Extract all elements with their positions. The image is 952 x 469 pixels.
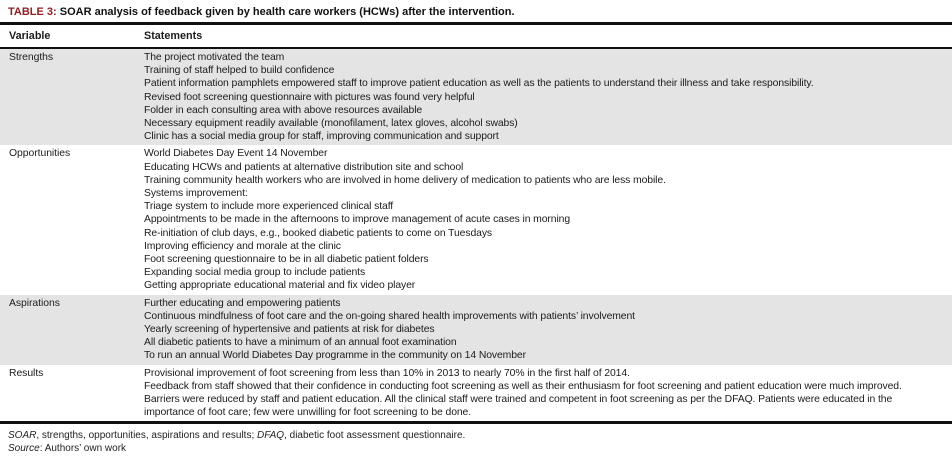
statement-line: Improving efficiency and morale at the clinic <box>144 240 341 252</box>
statement-line: Foot screening questionnaire to be in all diabetic patient folders <box>144 254 429 266</box>
soar-abbrev: SOAR <box>8 430 37 442</box>
statement-line: Training community health workers who are involved in home delivery of medication to patients who are less mobile. <box>144 174 666 186</box>
statement-line: All diabetic patients to have a minimum of an annual foot examination <box>144 337 457 349</box>
header-cell-statements: Statements <box>144 30 203 42</box>
statement-line: Patient information pamphlets empowered staff to improve patient education as well as the patients to understand their illness and take responsibility. <box>144 78 814 90</box>
statement-line: Provisional improvement of foot screening from less than 10% in 2013 to nearly 70% in the first half of 2014. <box>144 367 630 379</box>
variable-cell: Results <box>9 367 44 379</box>
source-label: Source <box>8 443 40 455</box>
variable-cell: Opportunities <box>9 148 71 160</box>
statement-line: Educating HCWs and patients at alternative distribution site and school <box>144 161 464 173</box>
statement-line: Training of staff helped to build confidence <box>144 65 335 77</box>
abbreviations-note <box>8 429 944 442</box>
statement-line: Yearly screening of hypertensive and patients at risk for diabetes <box>144 324 435 336</box>
statement-line: Feedback from staff showed that their confidence in conducting foot screening as well as their enthusiasm for foot screening and patient education were much improved. <box>144 380 902 392</box>
table-caption <box>0 0 952 22</box>
table-row-strengths <box>0 49 952 145</box>
dfaq-expansion: , diabetic foot assessment questionnaire. <box>284 430 466 442</box>
statement-line: Continuous mindfulness of foot care and the on-going shared health improvements with patients’ involvement <box>144 310 635 322</box>
statement-line: World Diabetes Day Event 14 November <box>144 148 328 160</box>
statement-line: Folder in each consulting area with above resources available <box>144 104 423 116</box>
source-text: : Authors’ own work <box>39 443 127 455</box>
statement-line: Clinic has a social media group for staff, improving communication and support <box>144 131 499 143</box>
statement-line: Systems improvement: <box>144 188 248 200</box>
statements-cell <box>144 51 952 143</box>
soar-table <box>0 22 952 424</box>
table-row-aspirations <box>0 295 952 365</box>
statement-line: Expanding social media group to include patients <box>144 267 366 279</box>
table-header-row <box>0 25 952 49</box>
table-footnotes <box>0 424 952 455</box>
table-row-opportunities <box>0 145 952 294</box>
statement-line: Re-initiation of club days, e.g., booked diabetic patients to come on Tuesdays <box>144 227 493 239</box>
statements-cell <box>144 367 952 420</box>
statements-cell <box>144 147 952 292</box>
statement-line: Getting appropriate educational material and fix video player <box>144 280 416 292</box>
dfaq-abbrev: DFAQ <box>257 430 285 442</box>
statement-line: The project motivated the team <box>144 52 285 63</box>
table-caption-label: TABLE 3: <box>8 6 57 18</box>
variable-cell: Aspirations <box>9 297 60 309</box>
statement-line: Triage system to include more experienced clinical staff <box>144 201 394 213</box>
statement-line: Appointments to be made in the afternoons to improve management of acute cases in morning <box>144 214 571 226</box>
statement-line: Necessary equipment readily available (monofilament, latex gloves, alcohol swabs) <box>144 118 518 130</box>
statement-line: To run an annual World Diabetes Day programme in the community on 14 November <box>144 350 526 362</box>
statement-line: Further educating and empowering patients <box>144 297 341 309</box>
table-row-results <box>0 365 952 422</box>
table-caption-title: SOAR analysis of feedback given by health care workers (HCWs) after the intervention. <box>59 6 515 18</box>
source-note <box>8 442 944 455</box>
statement-line: Revised foot screening questionnaire with pictures was found very helpful <box>144 91 475 103</box>
statement-line: Barriers were reduced by staff and patient education. All the clinical staff were trained and competent in foot screening as per the DFAQ. Patients were educated in the importance of foot care; few were unwilling for foot screening to be done. <box>144 394 893 419</box>
soar-expansion: , strengths, opportunities, aspirations and results; <box>36 430 258 442</box>
header-cell-variable: Variable <box>9 30 51 42</box>
variable-cell: Strengths <box>9 52 54 63</box>
statements-cell <box>144 297 952 363</box>
